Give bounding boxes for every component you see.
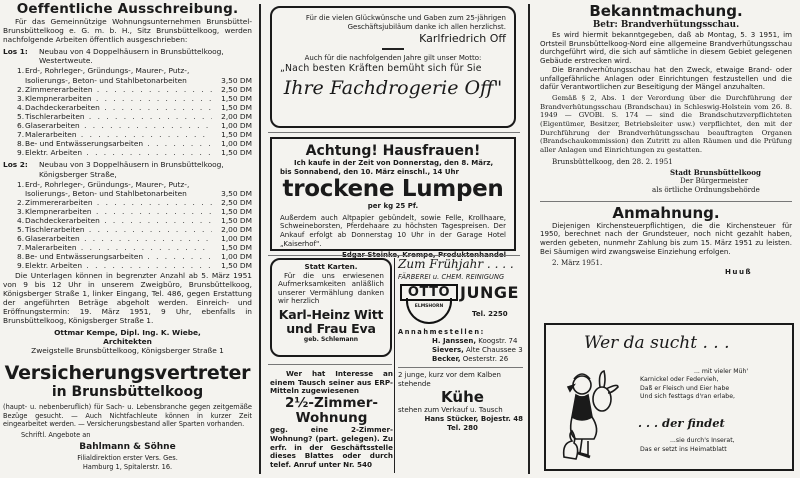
list-item: 9. Elektr. Arbeiten . . 1,50 DM [17, 261, 252, 270]
wer-findet: . . . der findet [638, 416, 725, 430]
list-item: 7. Malerarbeiten . . 1,50 DM [17, 243, 252, 252]
bekanntmachung-p3: Gemäß § 2, Abs. 1 der Verordung über die Durchführung der Brandverhütungsschau (Brandschau) in Schleswig-Holstein vom 26. 8. 1949 — GVOBl. S. 174 — sind die Brandschutzverpflichteten (Eigentümer, Besitzer, Betriebsleiter usw.) verpflichtet, den mit der Durchführung der Brandverhütungsschau beauftragten Organen (Brandschaukommission) den Zutritt zu allen Räumen und die Prüfung aller Anlagen und Einrichtungen zu gestatten. [540, 93, 792, 155]
girl-with-rabbit-illustration-icon [562, 365, 624, 465]
los-label: Los 1: [3, 47, 28, 57]
bekanntmachung-subject: Betr: Brandverhütungsschau. [592, 20, 740, 30]
los-description: Neubau von 3 Doppelhäusern in Brunsbüttelkoog, Königsberger Straße, [39, 160, 224, 179]
ad-lumpen [270, 137, 516, 251]
versicherung-company-line1: Filialdirektion erster Vers. Ges. [77, 454, 178, 463]
ausschreibung-signature: Ottmar Kempe, Dipl. Ing. K. Wiebe, [54, 328, 201, 338]
list-item: 9. Elektr. Arbeiten . . 1,50 DM [17, 148, 252, 157]
list-item: Becker, Oesterstr. 26 [432, 355, 509, 363]
junge-script: Zum Frühjahr . . . . [398, 257, 514, 271]
off-motto: „Nach besten Kräften bemüht sich für Sie [280, 62, 482, 74]
off-motto-intro: Auch für die nachfolgenden Jahre gilt unser Motto: [304, 53, 482, 62]
versicherung-subtitle: in Brunsbüttelkoog [51, 384, 204, 401]
statt-karten-title: Statt Karten. [304, 262, 358, 271]
ad-statt-karten [270, 258, 392, 357]
junge-annahme-label: Annahmestellen: [398, 328, 485, 336]
list-item: 2. Zimmererarbeiten . . 2,50 DM [17, 198, 252, 207]
bekanntmachung-p2: Die Brandverhütungsschau hat den Zweck, etwaige Brand- oder unfallgefährliche Anlagen oder Einrichtungen festzustellen und die dafür Verantwortlichen zur Beseitigung der Mängel anzuhalten. [540, 64, 792, 92]
list-item: 1. Erd-, Rohrleger-, Gründungs-, Maurer-, Putz-, Isolierungs-, Beton- und Stahlbetonarbeiten 3,50 DM [17, 66, 252, 85]
divider [398, 367, 523, 368]
ad-versicherung [3, 363, 252, 471]
list-item: 3. Klempnerarbeiten . . 1,50 DM [17, 94, 252, 103]
bekanntmachung-date: Brunsbüttelkoog, den 28. 2. 1951 [552, 156, 673, 166]
list-item: 4. Dachdeckerarbeiten . . 1,50 DM [17, 216, 252, 225]
bekanntmachung-title: Bekanntmachung. [589, 2, 743, 20]
kuehe-seller: Hans Stücker, Bojestr. 48 [424, 415, 523, 423]
bekanntmachung-sig2: Der Bürgermeister [680, 176, 749, 186]
ad-wer-da-sucht [544, 323, 794, 471]
kuehe-tel: Tel. 280 [447, 424, 478, 432]
list-item: 8. Be- und Entwässerungsarbeiten . . 1,00 DM [17, 252, 252, 261]
list-item: 7. Malerarbeiten . . 1,50 DM [17, 130, 252, 139]
versicherung-company: Bahlmann & Söhne [79, 442, 176, 452]
divider [268, 132, 520, 133]
list-item: 6. Glaserarbeiten . . 1,00 DM [17, 121, 252, 130]
kuehe-body: stehen zum Verkauf u. Tausch [398, 406, 503, 414]
junge-tel: Tel. 2250 [472, 310, 508, 318]
statt-karten-body: Für die uns erwiesenen Aufmerksamkeiten anläßlich unserer Vermählung danken wir herzlich [278, 270, 384, 306]
los-2-items [17, 180, 252, 271]
column-rule [259, 4, 261, 474]
wohnung-intro: Wer hat Interesse an einem Tausch seiner aus ERP-Mitteln zugewiesenen [270, 369, 393, 396]
lumpen-headline: trockene Lumpen [282, 176, 504, 203]
wer-title: Wer da sucht . . . [584, 333, 730, 353]
anmahnung-body: Diejenigen Kirchensteuerpflichtigen, die die Kirchensteuer für 1950, berechnet nach der Grundsteuer, noch nicht gezahlt haben, werden gebeten, nunmehr Zahlung bis zum 15. März 1951 zu leisten. Bei Säumigen wird zwangsweise Einziehung erfolgen. [540, 220, 792, 256]
junge-sub: FÄRBEREI u. CHEM. REINIGUNG [398, 273, 505, 281]
ad-kuehe [398, 371, 527, 433]
divider [268, 364, 392, 365]
logo-junge: JUNGE [460, 283, 519, 302]
lumpen-price: per kg 25 Pf. [367, 202, 419, 211]
wohnung-big1: 2½-Zimmer- [285, 395, 378, 412]
list-item: 2. Zimmererarbeiten . . 2,50 DM [17, 85, 252, 94]
list-item: 4. Dachdeckerarbeiten . . 1,50 DM [17, 103, 252, 112]
los-description: Neubau von 4 Doppelhäusern in Brunsbüttelkoog, Westertweute. [39, 47, 224, 66]
los-2 [3, 160, 252, 178]
kuehe-intro: 2 junge, kurz vor dem Kalben stehende [398, 371, 501, 388]
divider [382, 48, 404, 50]
list-item: 5. Tischlerarbeiten . . 2,00 DM [17, 112, 252, 121]
statt-karten-name1: Karl-Heinz Witt [278, 306, 384, 322]
statt-karten-name2: und Frau Eva [286, 320, 376, 336]
lumpen-body: Außerdem auch Altpapier gebündelt, sowie Felle, Krollhaare, Schweineborsten, Pferdehaare zu höchsten Tagespreisen. Der Ankauf erfolgt ab Donnerstag 10 Uhr in der Garage Hotel „Kaiserhof". [280, 213, 506, 248]
logo-arc-icon: ELMSHORN [406, 298, 452, 324]
otto-junge-logo [398, 284, 527, 324]
column-ausschreibung [0, 0, 256, 478]
divider [540, 201, 792, 202]
ausschreibung-intro: Für das Gemeinnützige Wohnungsunternehmen Brunsbüttel-Brunsbüttelkoog e. G. m. b. H., Sitz Brunsbüttelkoog, werden nachfolgende Arbeiten öffentlich ausgeschrieben: [3, 17, 252, 45]
ausschreibung-signature-office: Zweigstelle Brunsbüttelkoog, Königsberger Straße 1 [31, 346, 224, 356]
statt-karten-note: geb. Schlemann [303, 335, 359, 343]
list-item: H. Janssen, Koogstr. 74 [432, 337, 518, 345]
los-1-items [17, 66, 252, 157]
off-thanks: Für die vielen Glückwünsche und Gaben zum 25-jährigen Geschäftsjubiläum danke ich allen herzlichst. [305, 14, 506, 31]
bekanntmachung-sig1: Stadt Brunsbüttelkoog [670, 167, 761, 177]
list-item: Sievers, Alte Chaussee 3 [432, 346, 523, 354]
list-item: 1. Erd-, Rohrleger-, Gründungs-, Maurer-, Putz-, Isolierungs-, Beton- und Stahlbetonarbeiten 3,50 DM [17, 179, 252, 198]
list-item: 5. Tischlerarbeiten . . 2,00 DM [17, 225, 252, 234]
list-item: 3. Klempnerarbeiten . . 1,50 DM [17, 207, 252, 216]
los-label: Los 2: [3, 160, 28, 170]
ausschreibung-signature-role: Architekten [103, 337, 152, 347]
anmahnung-title: Anmahnung. [612, 203, 720, 222]
ad-otto-junge [398, 257, 527, 433]
logo-otto: OTTO [400, 284, 458, 301]
ad-drogerie-off [270, 6, 516, 128]
wohnung-body: geg. eine 2-Zimmer-Wohnung? (part. gelegen). Zu erfr. in der Geschäftsstelle dieses Blattes oder durch telef. Anruf unter Nr. 540 [270, 425, 393, 469]
anmahnung-signature: Huuß [725, 267, 753, 277]
versicherung-offers: Schriftl. Angebote an [21, 430, 91, 439]
list-item: 8. Be- und Entwässerungsarbeiten . . 1,00 DM [17, 139, 252, 148]
junge-annahme-list [432, 337, 527, 364]
versicherung-company-line2: Hamburg 1, Spitalerstr. 16. [82, 462, 173, 471]
lumpen-title: Achtung! Hausfrauen! [305, 143, 481, 159]
kuehe-big: Kühe [441, 388, 484, 406]
wer-lines-1: ... mit vieler Müh' Karnickel oder Federvieh, Daß er Fleisch und Eier habe Und sich festtags d'ran erlabe, [640, 368, 749, 401]
ausschreibung-title: Oeffentliche Ausschreibung. [16, 1, 239, 17]
los-1 [3, 47, 252, 65]
wohnung-big2: Wohnung [295, 410, 368, 427]
bekanntmachung-sig3: als örtliche Ordnungsbehörde [652, 184, 760, 194]
versicherung-body: (haupt- u. nebenberuflich) für Sach- u. Lebensbranche gegen zeitgemäße Bezüge gesucht. — Auch Nichtfachleute können in kurzer Zeit eingearbeitet werden. — Versicherungsbestand aller Sparten vorhanden. [3, 403, 252, 429]
off-name: Karlfriedrich Off [419, 32, 506, 45]
divider [268, 255, 520, 256]
anmahnung-date: 2. März 1951. [552, 258, 603, 268]
lumpen-intro: Ich kaufe in der Zeit von Donnerstag, den 8. März, bis Sonnabend, den 10. März einschl., 14 Uhr [280, 159, 494, 176]
ausschreibung-closing: Die Unterlagen können in begrenzter Anzahl ab 5. März 1951 von 9 bis 12 Uhr in unserem Zweigbüro, Brunsbüttelkoog, Königsberger Straße 1, linker Eingang, Tel. 486, gegen Erstattung der angeführten Beträge abgeholt werden. Einreich- und Eröffnungstermin: 19. März 1951, 9 Uhr, ebenfalls in Brunsbüttelkoog, Königsberger Straße 1. [3, 270, 252, 325]
off-motto-script: Ihre Fachdrogerie Off" [283, 76, 503, 99]
ad-wohnung-tausch [270, 370, 393, 470]
versicherung-title: Versicherungsvertreter [4, 362, 251, 385]
list-item: 6. Glaserarbeiten . . 1,00 DM [17, 234, 252, 243]
bekanntmachung-p1: Es wird hiermit bekanntgegeben, daß ab Montag, 5. 3 1951, im Ortsteil Brunsbüttelkoog-Nord eine allgemeine Brandverhütungsschau durchgeführt wird, die sich auf sämtliche in diesem Gebiet gelegenen Gebäude erstrecken wird. [540, 30, 792, 66]
column-rule [394, 258, 395, 473]
wer-lines-2: ...sie durch's Inserat, Das er setzt ins Heimatblatt [640, 437, 735, 453]
